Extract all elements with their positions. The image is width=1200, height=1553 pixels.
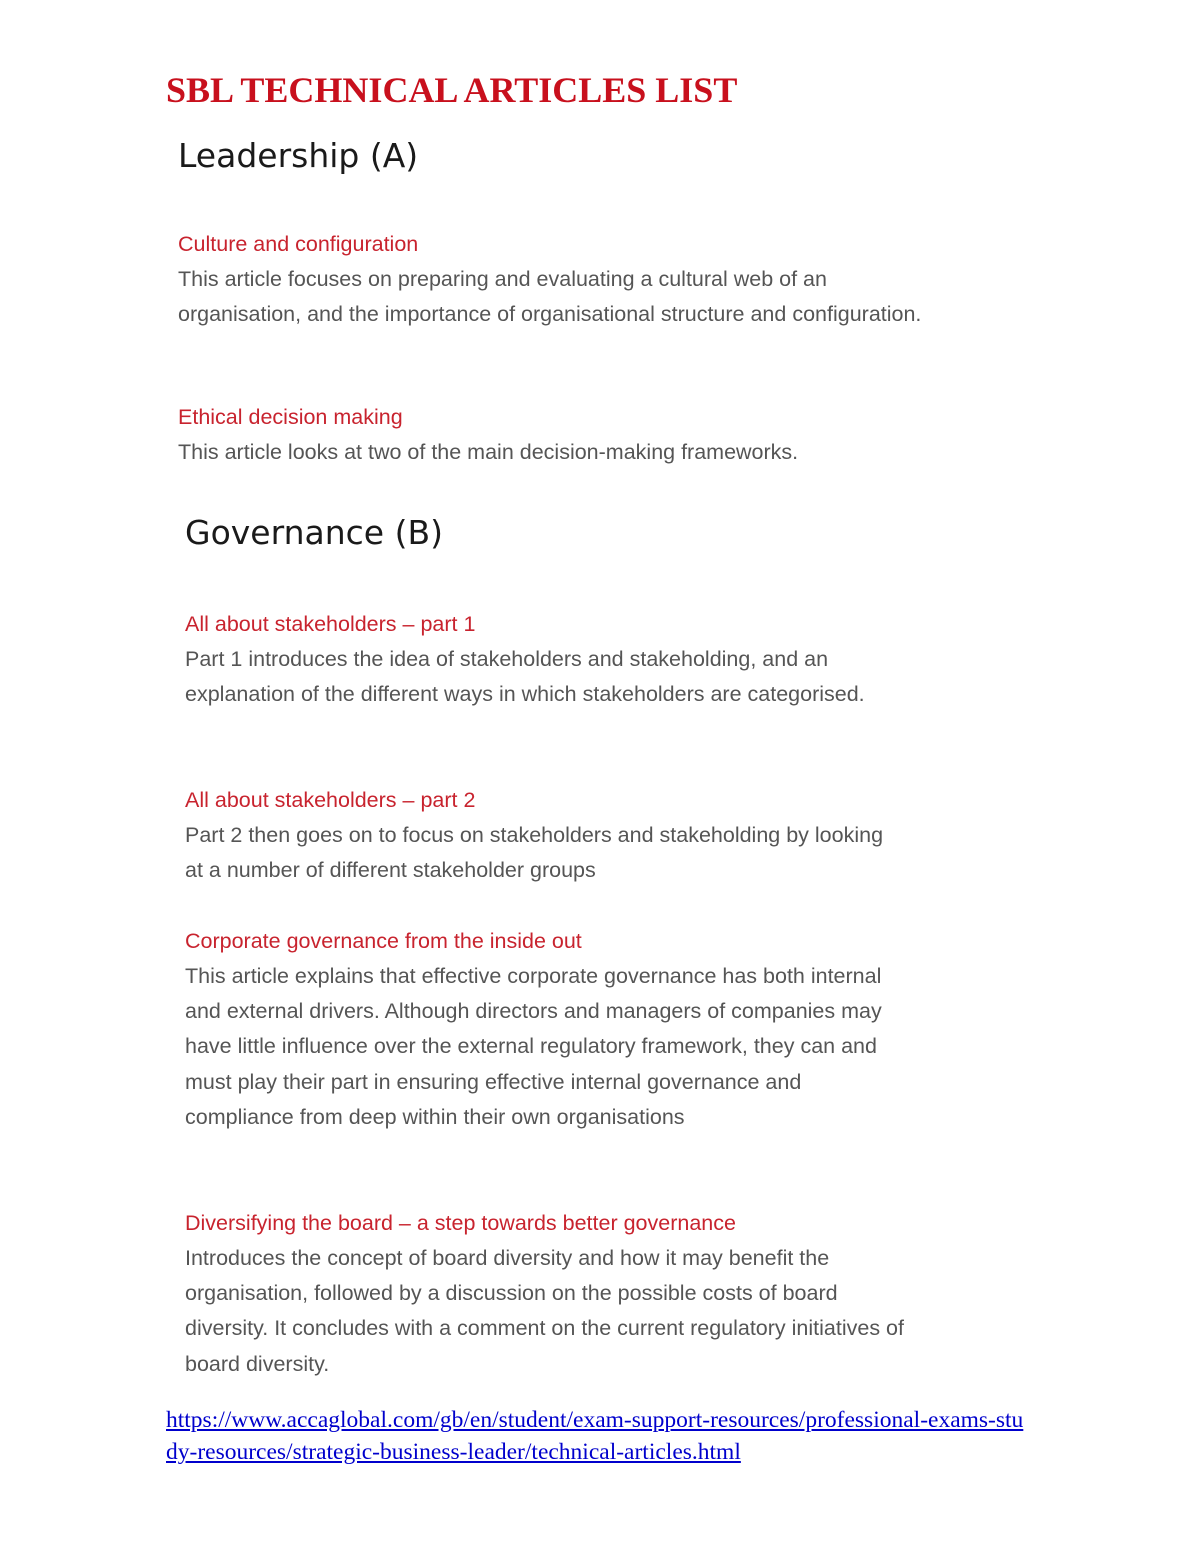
article-description: This article focuses on preparing and evaluating a cultural web of an organisation, and the importance of organisational structure and configuration.: [178, 267, 922, 327]
article-ethical-decision-making: [178, 400, 958, 470]
article-title[interactable]: Ethical decision making: [178, 405, 403, 429]
article-stakeholders-part-2: [185, 783, 965, 888]
article-title[interactable]: Corporate governance from the inside out: [185, 929, 582, 953]
source-url-link[interactable]: https://www.accaglobal.com/gb/en/student/exam-support-resources/professional-exams-study-resources/strategic-business-leader/technical-articles.html: [166, 1407, 1024, 1465]
article-stakeholders-part-1: [185, 607, 965, 712]
article-diversifying-the-board: [185, 1206, 965, 1382]
article-corporate-governance-inside-out: [185, 924, 965, 1135]
document-title: SBL TECHNICAL ARTICLES LIST: [166, 70, 738, 110]
article-title[interactable]: All about stakeholders – part 1: [185, 612, 476, 636]
article-description: Part 1 introduces the idea of stakeholders and stakeholding, and an explanation of the different ways in which stakeholders are categorised.: [185, 647, 865, 707]
article-description: This article explains that effective corporate governance has both internal and external drivers. Although directors and managers of companies may have little influence over the external regulatory framework, they can and must play their part in ensuring effective internal governance and compliance from deep within their own organisations: [185, 964, 882, 1129]
section-heading-leadership: Leadership (A): [178, 136, 419, 175]
article-description: Part 2 then goes on to focus on stakeholders and stakeholding by looking at a number of different stakeholder groups: [185, 823, 884, 883]
article-culture-and-configuration: [178, 227, 958, 332]
article-description: Introduces the concept of board diversity and how it may benefit the organisation, followed by a discussion on the possible costs of board diversity. It concludes with a comment on the current regulatory initiatives of board diversity.: [185, 1246, 904, 1376]
article-title[interactable]: Culture and configuration: [178, 232, 419, 256]
article-title[interactable]: Diversifying the board – a step towards better governance: [185, 1211, 736, 1235]
article-description: This article looks at two of the main decision-making frameworks.: [178, 440, 799, 464]
article-title[interactable]: All about stakeholders – part 2: [185, 788, 476, 812]
section-heading-governance: Governance (B): [185, 513, 443, 552]
